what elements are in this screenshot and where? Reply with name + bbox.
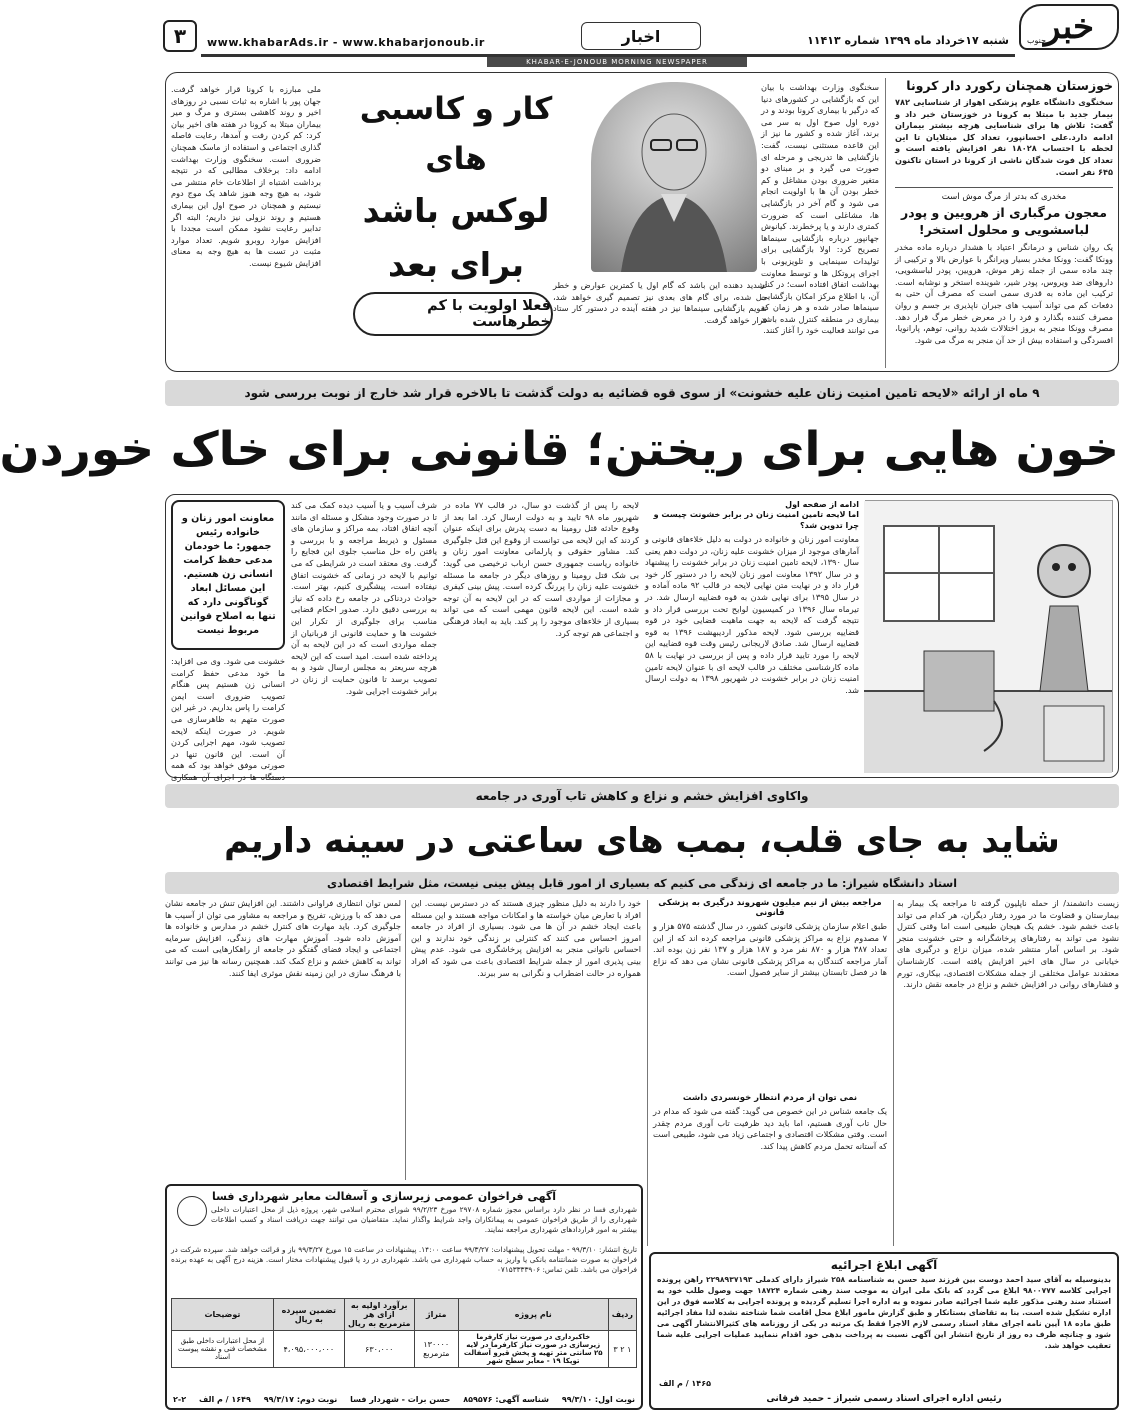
- execution-code: ۱۴۶۵ / م الف: [659, 1379, 711, 1388]
- interview-subhead: [353, 292, 553, 336]
- headline-line-3: برای بعد: [387, 245, 525, 284]
- person-photo-icon: [591, 82, 757, 272]
- banner-anger-text: واکاوی افزایش خشم و نزاع و کاهش تاب آوری در جامعه: [475, 789, 809, 803]
- anger-col-3: خود را دارند به دلیل منظور چیزی هستند که در دسترس نیست. این افراد با تعارض میان خواسته ها و امکانات مواجه هستند و این مسئله باعث ایجاد خشم در آن ها می شود. بسیاری از افراد در جامعه امروز احساس می کنند که کنترلی بر زندگی خود ندارند و این احساس ناتوانی منجر به افزایش پرخاشگری می شود. عدم پیش بینی پذیری امور از جمله شرایط اقتصادی باعث می شود که افراد همواره در حالت اضطراب و نگرانی به سر ببرند.: [411, 898, 641, 978]
- tender-body: شهرداری فسا در نظر دارد براساس مجوز شماره ۲۹۷۰۸ مورخ ۹۹/۲/۲۳ شورای محترم اسلامی شهر، پروژه ذیل از محل اعتبارات داخلی شهرداری را از طریق فراخوان عمومی به پیمانکاران واجد شرایط واگذار نماید. متقاضیان می توانند جهت دریافت اسناد و کسب اطلاعات بیشتر به امور قراردادهای شهرداری مراجعه نمایند.: [211, 1205, 637, 1234]
- women-question: اما لایحه تامین امنیت زنان در برابر خشونت چیست و چرا تدوین شد؟: [653, 510, 859, 530]
- anger-col-4: لمس توان انتظاری فراوانی داشتند. این افزایش تنش در جامعه نشان می دهد که با ورزش، تفریح و مراجعه به مشاور می توان از آسیب ها جلوگیری کرد. باید مهارت های کنترل خشم در مدارس و خانواده ها آموزش داده شود. آموزش مهارت های زندگی، افزایش سرمایه اجتماعی و ایجاد فضای گفتگو در جامعه از راهکارهایی است که می تواند به کاهش خشم و نزاع کمک کند. همچنین رسانه ها نیز می توانند با فرهنگ سازی در این زمینه نقش موثری ایفا کنند.: [165, 898, 401, 978]
- cartoon: [865, 500, 1113, 772]
- tender-th-deposit: تضمین سپرده به ریال: [273, 1299, 344, 1331]
- tender-footer: [173, 1395, 635, 1404]
- headline-women: خون هایی برای ریختن؛ قانونی برای خاک خوردن: [0, 422, 1119, 477]
- women-quote: معاونت امور زنان و خانواده رئیس جمهور: ما خودمان مدعی حفظ کرامت انسانی زن هستیم. این مسائل ابعاد گوناگونی دارد که تنها به اصلاح قوانین مربوط نیست: [180, 513, 276, 636]
- section-label: اخبار: [621, 26, 661, 46]
- tender-ad: [165, 1184, 643, 1410]
- headline-anger: شاید به جای قلب، بمب های ساعتی در سینه داریم: [224, 821, 1060, 861]
- tender-table: [171, 1298, 637, 1368]
- tender-footer-page: ۲-۲: [173, 1395, 187, 1404]
- headline-line-1: کار و کاسبی های: [359, 91, 553, 177]
- anger-col-2-text: طبق اعلام سازمان پزشکی قانونی کشور، در سال گذشته ۵۷۵ هزار و ۷ مصدوم نزاع به مراکز پزشکی قانونی مراجعه کرده اند که از این تعداد ۳۸۷ هزار و ۸۷۰ نفر مرد و ۱۸۷ هزار و ۱۳۷ نفر زن بوده اند. آمار مراجعه کنندگان به مراکز پزشکی قانونی نشان می دهد که نزاع ها در فصل تابستان بیشتر از سایر فصول است.: [653, 921, 888, 978]
- story-body-2: یک روان شناس و درمانگر اعتیاد با هشدار درباره ماده مخدر وونکا گفت: وونکا مخدر بسیار ویرانگر با عوارض بالا و ترکیبی از چند ماده سمی از جمله زهر موش، هرویین، پودر لباسشویی، داروهای ضد ویروس، پودر شیر، شوینده استخر و نوشابه است. ترکیب این ماده به قدری سمی است که مصرف آن حتی به دفعات کم می تواند آسیب های جبران ناپذیری بر جسم و روان مصرف کننده بگذارد و فرد را در معرض خطر مرگ قرار دهد. مصرف وونکا منجر به بروز اختلالات شدید روانی، توهم، پارانویا، افسردگی و استفاده بیش از حد آن منجر به مرگ می شود.: [895, 242, 1113, 345]
- execution-body: بدینوسیله به آقای سید احمد دوست بین فرزند سید حسن به شناسنامه ۲۵۸ شیراز دارای کدملی ۲۲۹۸۹۳۷۱۹۳ راهن پرونده اجرایی کلاسه ۹۸۰۰۷۷۷ ابلاغ می گردد که بانک ملی ایران به موجب سند رهنی شماره ۱۸۷۲۴ جهت وصول طلب خود به استناد سند رهنی مذکور علیه شما اجرائیه صادر نموده و به اداره اجرا تسلیم گردیده و پرونده اجرایی به کلاسه فوق در این اداره تشکیل شده است. بنا به تقاضای بستانکار و طبق گزارش مامور ابلاغ محل اقامت شما شناخته نشده لذا مفاد اجرائیه طبق ماده ۱۸ آیین نامه اجرای مفاد اسناد رسمی لازم الاجرا فقط یک مرتبه در یکی از روزنامه های کثیرالانتشار آگهی می شود و چنانچه ظرف ده روز از تاریخ انتشار این آگهی نسبت به پرداخت بدهی خود اقدام ننمایید عملیات اجرایی علیه شما تعقیب خواهد شد.: [657, 1275, 1112, 1350]
- tender-footer-1: نوبت اول: ۹۹/۳/۱۰: [561, 1395, 635, 1404]
- banner-women-bill-text: ۹ ماه از ارائه «لایحه تامین امنیت زنان علیه خشونت» از سوی قوه قضائیه به دولت گذشت تا بالاخره قرار شد خارج از نوبت بررسی شود: [244, 386, 1040, 400]
- anger-col-2-title-2: نمی توان از مردم انتظار خونسردی داشت: [682, 1093, 858, 1103]
- tender-cell-area: ۱۳۰۰۰۰ مترمربع: [414, 1331, 458, 1368]
- anger-col-1: زیست دانشمند/ از حمله ناپلیون گرفته تا مراجعه یک بیمار به بیمارستان و قضاوت ما در مورد رفتار دیگران، هر کدام می تواند باعث خشم شود. خشم یک هیجان طبیعی است اما وقتی کنترل نشود می تواند به رفتارهای پرخاشگرانه و حتی خشونت منجر شود. بر اساس آمار منتشر شده، میزان نزاع و درگیری های خیابانی در سال های اخیر افزایش یافته است. کارشناسان معتقدند عوامل مختلفی از جمله مشکلات اقتصادی، بیکاری، تورم و فشارهای روانی در افزایش خشم و نزاع در جامعه نقش دارند.: [897, 898, 1119, 990]
- tender-th-row: ردیف: [608, 1299, 636, 1331]
- tender-th-notes: توضیحات: [172, 1299, 274, 1331]
- tender-cell-notes: از محل اعتبارات داخلی طبق مشخصات فنی و نقشه پیوست اسناد: [172, 1331, 274, 1368]
- women-col-3: شرف آسیب و یا آسیب دیده کمک می کند تا در صورت وجود مشکل و مسئله ای مانند آنچه اتفاق افتاد، بمه مراکز و سازمان های مسئول و ذیربط مراجعه و با بررسی و یافتن راه حل مناسب جلوی این فجایع را گرفت. وی معتقد است در شرایطی که می توانیم با لایحه در زمانی که خشونت اتفاق نیفتاده است، پیشگیری کنیم، بهتر است. حوادث دردناکی در جامعه رخ داده که نیاز به بررسی دقیق دارد. صدور احکام قضایی مناسب برای جلوگیری از تکرار این خشونت ها و حمایت قانونی از قربانیان از جمله مواردی است که در این لایحه به آن پرداخته شده است. امید است که این لایحه هرچه سریعتر به مجلس ارسال شود و به تصویب برسد تا قانون حمایت از زنان در برابر خشونت اجرایی شود.: [291, 500, 437, 696]
- cartoon-illustration-icon: [864, 501, 1112, 773]
- logo: [1019, 4, 1119, 50]
- tender-footer-2: نوبت دوم: ۹۹/۳/۱۷: [263, 1395, 338, 1404]
- table-row: [172, 1331, 637, 1368]
- masthead: [157, 0, 1127, 66]
- interview-photo: [591, 82, 757, 272]
- tender-th-estimate: برآورد اولیه به ازای هر مترمربع به ریال: [344, 1299, 414, 1331]
- tender-th-area: متراژ: [414, 1299, 458, 1331]
- women-col-2: لایحه را پس از گذشت دو سال، در قالب ۷۷ ماده در شهریور ماه ۹۸ تایید و به دولت ارسال کرد. اما بعد از وقوع حادثه قتل رومینا به دست پدرش برای اینکه عنوان کردند که این لایحه می توانست از وقوع این قتل جلوگیری کند. مشاور حقوقی و پارلمانی معاونت امور زنان و خانواده ریاست جمهوری حسن ارباب ترخیصی می گوید: بی شک قتل رومینا و روزهای دیگر در جامعه ما مسئله خشونت علیه زنان را پررنگ کرده است. پیش بینی کیفری و مجازات از مواردی است که در این لایحه به آن توجه شده است. این لایحه قانون مهمی است که می تواند بسیاری از خلاءهای موجود را پر کند. باید به ابعاد فرهنگی و اجتماعی هم توجه کرد.: [443, 500, 640, 638]
- story-title: خوزستان همچنان رکورد دار کرونا: [906, 78, 1113, 93]
- women-col-1-text: معاونت امور زنان و خانواده در دولت به دلیل خلاءهای قانونی و آمارهای موجود از میزان خشونت علیه زنان، در دولت دهم یعنی سال ۱۳۹۰، لایحه تامین امنیت زنان در برابر خشونت را پیشنهاد و در سال ۱۳۹۲ معاونت امور زنان لایحه را در دستور کار خود قرار داد و در نهایت متن نهایی لایحه در قالب ۹۲ ماده آماده و در سال ۱۳۹۵ برای نهایی شدن به قوه قضاییه ارسال شد. در تیرماه سال ۱۳۹۶ در کمیسیون لوایح تحت بررسی قرار داد و نتیجه گرفت که لایحه به جهت ماهیت قضایی خود در قوه قضاییه بررسی شود. لایحه مذکور اردیبهشت ۱۳۹۶ به قوه قضاییه ارسال شد. صادق لاریجانی رئیس وقت قوه قضاییه این لایحه را مورد تایید قرار داده و پس از بررسی در نهایت با ۵۸ ماده کارشناسی مختلف در قالب لایحه ای با عنوان لایحه تامین امنیت زنان در برابر خشونت در شهریور ۱۳۹۸ به دولت ارسال شد.: [645, 534, 860, 695]
- websites: www.khabarAds.ir - www.khabarjonoub.ir: [207, 36, 485, 49]
- interview-col-left: ملی مبارزه با کرونا قرار خواهد گرفت. جهان پور با اشاره به ثبات نسبی در روزهای اخیر و روند کاهشی بستری و مرگ و میر بیماران مبتلا به کرونا در هفته های اخیر بیان کرد: کم کردن رفت و آمدها، رعایت فاصله گذاری اجتماعی و استفاده از ماسک همچنان ضروری است. سخنگوی وزارت بهداشت ادامه داد: برخلاف مطالبی که در نتیجه برداشت اشتباه از اطلاعات خام منتشر می شود، به هیچ وجه هنوز شاهد یک موج دوم نیستیم و همچنان در صوح اول این بیماری هستیم و روند نزولی نیز داریم؛ البته اگر تدابیر رعایت نشود ممکن است مجددا با افزایش موارد روبرو شویم. تعداد موارد مثبت در تست ها به هیچ وجه به معنای افزایش شیوع نیست.: [171, 84, 321, 268]
- interview-col-right: سخنگوی وزارت بهداشت با بیان این که بازگشایی در کشورهای دنیا که درگیر با بیماری کرونا بودند و در دوره اول صوح اول به سر می برند، آغاز شده و کشور ما نیز از این قاعده مستثنی نیست، گفت: بازگشایی ها تدریجی و مرحله ای صورت می گیرد و بر مبنای دو متغیر ضروری بودن مشاغل و کم خطر بودن آن ها با اولویت انجام می شود و گام آخر در بازگشایی ها، مشاغلی است که ضرورت کمتری دارند و یا پرخطرند. کیانوش جهانپور درباره بازگشایی سینماها تصریح کرد: اولا بازگشایی برای تولیدات سینمایی و تلویزیونی با اجرای پروتکل ها و توسط معاونت بهداشت اتفاق افتاده است؛ در کنار آن، با اطلاع مرکز امکان بازگشایی سینماها صادر شده و هر زمان که بیماری در منطقه کنترل شده باشد می توانند فعالیت خود را آغاز کنند.: [761, 82, 879, 336]
- interview-headline: [327, 84, 585, 284]
- subhead-text: فعلا اولویت با کم خطرهاست: [427, 298, 551, 330]
- tender-footer-code: ۱۶۴۹ / م الف: [198, 1395, 251, 1404]
- tender-cell-project: خاکبرداری در صورت نیاز کارفرما زیرسازی در صورت نیاز کارفرما در لایه ۲۵ سانتی متر تهیه و پخش قیرو آسفالت توپکا ۱۹ - معابر سطح شهر: [458, 1331, 608, 1368]
- interview-col-mid: تشدید دهنده این باشد که گام اول یا کمترین عوارض و خطر حل شده، برای گام های بعدی نیز تصمیم گیری خواهد شد، تقویم بازگشایی سینماها نیز در هفته آینده در دستور کار ستاد قرار خواهد گرفت.: [553, 280, 767, 325]
- headline-line-2: لوکس باشد: [362, 191, 550, 230]
- execution-title: آگهی ابلاغ اجرائیه: [830, 1258, 938, 1272]
- tender-cell-estimate: ۶۳۰،۰۰۰: [344, 1331, 414, 1368]
- anger-col-2-title: مراجعه بیش از نیم میلیون شهروند درگیری به پزشکی قانونی: [658, 898, 882, 918]
- tender-th-project: نام پروژه: [458, 1299, 608, 1331]
- women-quote-box: [171, 500, 285, 650]
- tender-body-2: تاریخ انتشار: ۹۹/۳/۱۰ - مهلت تحویل پیشنهادات: ۹۹/۳/۲۷ ساعت ۱۴:۰۰. پیشنهادات در ساعت ۱۵ مورخ ۹۹/۳/۲۷ باز و قرائت خواهد شد. سپرده شرکت در فراخوان به صورت ضمانتنامه بانکی یا واریز به حساب شهرداری می باشد. شهرداری در رد یا قبول پیشنهادات مختار است. هزینه درج آگهی به عهده برنده فراخوان می باشد. تلفن تماس: ۰۷۱۵۳۳۳۳۹۰۶: [171, 1245, 638, 1274]
- anger-col-2: [653, 898, 887, 1250]
- women-intro: ادامه از صفحه اول: [785, 500, 859, 509]
- tender-emblem-icon: [177, 1196, 207, 1226]
- women-col-4: خشونت می شود. وی می افزاید: ما خود مدعی حفظ کرامت انسانی زن هستیم پس هنگام تصویب ضروری است ایمن کرامت را پاس بداریم. در غیر این صورت متهم به ظاهرسازی می شویم. در صورت اینکه لایحه تصویب شود، مهم اجرایی کردن آن است. این قانون تنها در صورتی موفق خواهد بود که همه دستگاه ها در اجرای آن همکاری: [171, 656, 285, 782]
- story-body: سخنگوی دانشگاه علوم پزشکی اهواز از شناسایی ۷۸۲ بیمار جدید با مبتلا به کرونا در خوزستان خبر داد و گفت: تلاش ها برای شناسایی هرچه بیشتر بیماران ادامه دارد.علی احسانپور، تعداد کل مبتلایان تا این لحظه با احتساب ۱۸۰۲۸ نفر افزایش یافته است و تعداد کل فوت شدگان ناشی از کرونا در استان تاکنون ۶۴۵ نفر است.: [895, 97, 1113, 177]
- banner-anger: [165, 784, 1119, 808]
- page-number: [163, 20, 197, 52]
- story-kicker: مخدری که بدتر از مرگ موش است: [941, 192, 1067, 202]
- anger-col-2-text-2: یک جامعه شناس در این خصوص می گوید: گفته می شود که مدام در حال تاب آوری هستیم، اما باید دید ظرفیت تاب آوری مردم چقدر است. وقتی مشکلات اقتصادی و اجتماعی زیاد می شود، طبیعی است که آستانه تحمل مردم کاهش پیدا کند.: [653, 1106, 887, 1151]
- top-right-column: [895, 78, 1113, 370]
- women-col-1: [645, 500, 859, 772]
- story-title-2: معجون مرگباری از هرویین و پودر لباسشویی و محلول استخر!: [901, 205, 1107, 237]
- logo-sub: جنوب: [1027, 36, 1047, 45]
- page-number-text: ۳: [173, 24, 187, 48]
- tender-footer-adno: شناسه آگهی: ۸۵۹۵۷۶: [463, 1395, 549, 1404]
- banner-professor-text: استاد دانشگاه شیراز: ما در جامعه ای زندگی می کنیم که بسیاری از امور قابل پیش بینی نیست، مثل شرایط اقتصادی: [327, 876, 957, 890]
- section-title: [581, 22, 701, 50]
- tender-title: آگهی فراخوان عمومی زیرسازی و آسفالت معابر شهرداری فسا: [211, 1190, 557, 1203]
- tender-footer-signature: حسن برات - شهردار فسا: [350, 1395, 451, 1404]
- execution-ad: [649, 1252, 1119, 1410]
- english-name: KHABAR-E-JONOUB MORNING NEWSPAPER: [487, 57, 747, 67]
- tender-cell-row: ۱ ۲ ۳: [608, 1331, 636, 1368]
- issue-date: شنبه ۱۷خرداد ماه ۱۳۹۹ شماره ۱۱۴۱۳: [807, 34, 1009, 47]
- banner-professor: [165, 872, 1119, 894]
- banner-women-bill: [165, 380, 1119, 406]
- tender-cell-deposit: ۴،۰۹۵،۰۰۰،۰۰۰: [273, 1331, 344, 1368]
- logo-text: خبر: [1043, 7, 1095, 47]
- execution-signature: رئیس اداره اجرای اسناد رسمی شیراز - حمید فرقانی: [766, 1394, 1002, 1404]
